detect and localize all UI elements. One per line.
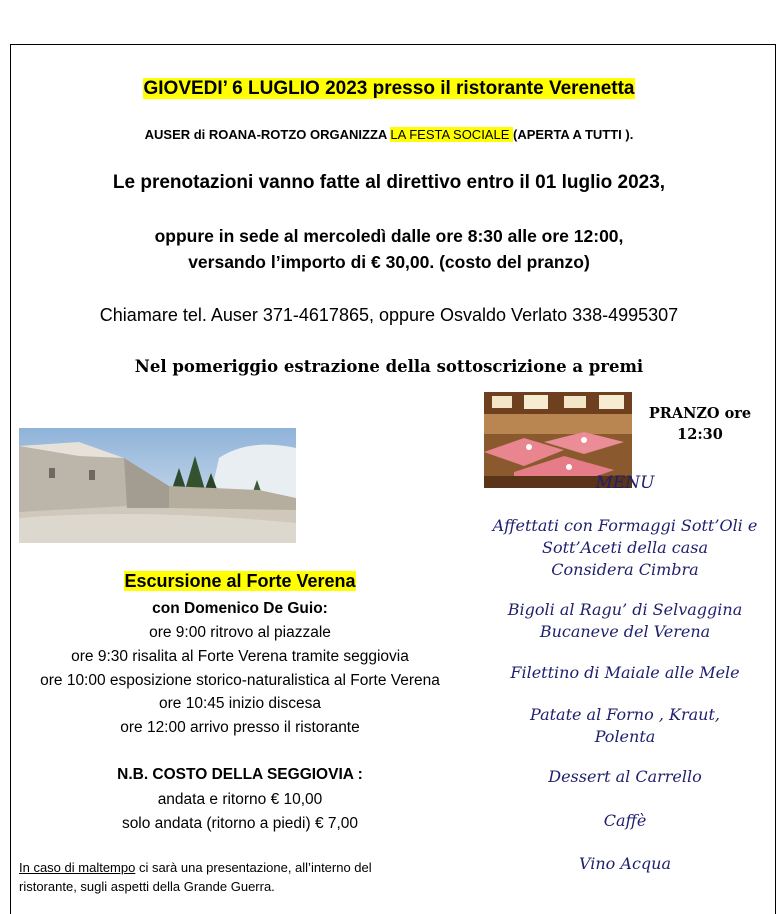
afternoon-raffle: Nel pomeriggio estrazione della sottoscrizione a premi <box>134 357 644 376</box>
menu-item: Affettati con Formaggi Sott’Oli e <box>492 516 758 535</box>
phone-contacts: Chiamare tel. Auser 371-4617865, oppure Osvaldo Verlato 338-4995307 <box>99 305 679 325</box>
chairlift-cost-title: N.B. COSTO DELLA SEGGIOVIA : <box>117 766 363 783</box>
menu-item: Polenta <box>594 727 656 746</box>
menu-item: Vino Acqua <box>578 854 671 873</box>
weather-note: In caso di maltempo ci sarà una presentazione, all’interno del <box>19 860 372 875</box>
chairlift-price: solo andata (ritorno a piedi) € 7,00 <box>121 815 359 832</box>
chairlift-price: andata e ritorno € 10,00 <box>157 791 323 808</box>
organizer-line: AUSER di ROANA-ROTZO ORGANIZZA LA FESTA SOCIALE (APERTA A TUTTI ). <box>144 127 634 142</box>
menu-item: Sott’Aceti della casa <box>542 538 708 557</box>
schedule-item: ore 9:00 ritrovo al piazzale <box>149 624 331 641</box>
weather-note-line2: ristorante, sugli aspetti della Grande Guerra. <box>19 879 275 894</box>
menu-item: Bigoli al Ragu’ di Selvaggina <box>507 600 743 619</box>
menu-item: Bucaneve del Verena <box>539 622 711 641</box>
schedule-item: ore 10:45 inizio discesa <box>159 695 321 712</box>
menu-item: Filettino di Maiale alle Mele <box>510 663 740 682</box>
booking-office-hours: oppure in sede al mercoledì dalle ore 8:30 alle ore 12:00, <box>154 226 624 246</box>
fort-verena-photo <box>19 428 296 543</box>
lunch-time: PRANZO ore 12:30 <box>648 405 752 443</box>
booking-deadline: Le prenotazioni vanno fatte al direttivo entro il 01 luglio 2023, <box>112 172 666 193</box>
schedule-item: ore 10:00 esposizione storico-naturalistica al Forte Verena <box>40 672 440 689</box>
booking-price: versando l’importo di € 30,00. (costo del pranzo) <box>188 252 590 272</box>
excursion-guide: con Domenico De Guio: <box>152 600 328 617</box>
menu-item: Dessert al Carrello <box>548 767 702 786</box>
schedule-item: ore 12:00 arrivo presso il ristorante <box>120 719 360 736</box>
menu-item: Considera Cimbra <box>551 560 699 579</box>
excursion-title: Escursione al Forte Verena <box>124 571 356 591</box>
menu-title: MENU <box>595 473 655 493</box>
menu-item: Caffè <box>603 811 647 830</box>
schedule-item: ore 9:30 risalita al Forte Verena tramite seggiovia <box>71 648 409 665</box>
menu-item: Patate al Forno , Kraut, <box>530 705 720 724</box>
event-title: GIOVEDI’ 6 LUGLIO 2023 presso il ristorante Verenetta <box>143 78 635 99</box>
